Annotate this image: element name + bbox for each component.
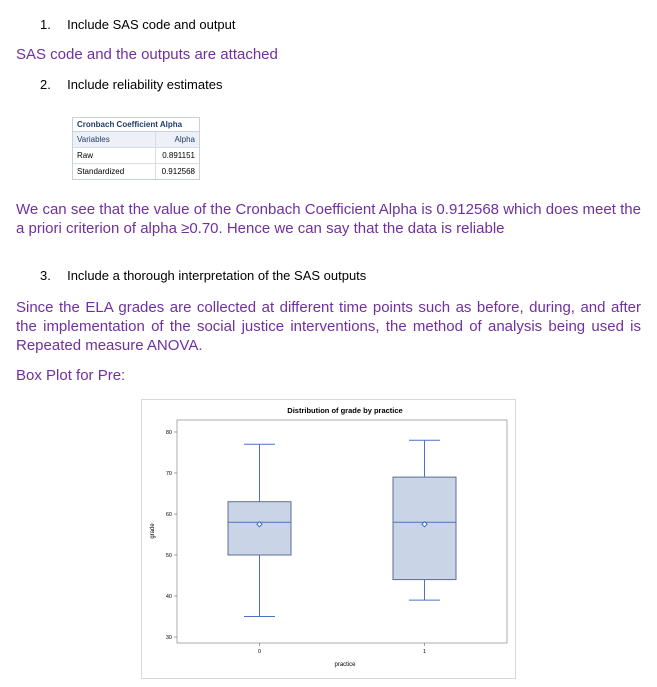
code-note: SAS code and the outputs are attached [16, 46, 278, 63]
row-variable: Raw [73, 148, 156, 163]
plot-area [177, 420, 507, 643]
chart-title: Distribution of grade by practice [287, 406, 403, 415]
interpretation-text: Since the ELA grades are collected at different time points such as before, during, and after the implementation of the social justice interventions, the method of analysis being used is Repeated measure ANOVA. [16, 299, 641, 354]
header-variables: Variables [73, 132, 156, 147]
table-row [73, 164, 199, 179]
x-tick-label: 1 [422, 649, 427, 655]
boxplot-svg [142, 400, 515, 678]
question-3-number: 3. [40, 268, 51, 283]
x-axis-label: practice [334, 662, 356, 668]
y-tick-label: 50 [165, 553, 172, 559]
y-tick-label: 40 [165, 594, 172, 600]
question-3 [40, 268, 366, 283]
question-1-number: 1. [40, 17, 51, 32]
header-alpha: Alpha [156, 132, 199, 147]
boxplot-chart [141, 399, 516, 679]
y-axis-ticks [166, 430, 177, 641]
y-tick-label: 30 [165, 635, 172, 641]
box-group [393, 440, 456, 600]
question-1-text: Include SAS code and output [67, 17, 236, 32]
boxplot-caption: Box Plot for Pre: [16, 367, 126, 384]
box-iqr [393, 477, 456, 579]
y-tick-label: 60 [165, 512, 172, 518]
question-1 [40, 17, 236, 32]
question-2-text: Include reliability estimates [67, 77, 223, 92]
cronbach-table [72, 117, 200, 180]
box-iqr [228, 502, 291, 555]
table-row [73, 148, 199, 164]
y-axis-label: grade [150, 523, 156, 539]
reliability-text: We can see that the value of the Cronbach Coefficient Alpha is 0.912568 which does meet the a priori criterion of alpha ≥0.70. Hence we can say that the data is reliable [16, 201, 641, 237]
x-tick-label: 0 [257, 649, 262, 655]
y-tick-label: 70 [165, 471, 172, 477]
question-3-text: Include a thorough interpretation of the SAS outputs [67, 268, 367, 283]
cronbach-table-title: Cronbach Coefficient Alpha [73, 118, 199, 132]
question-2-number: 2. [40, 77, 51, 92]
x-axis-ticks [258, 643, 426, 655]
cronbach-table-header [73, 132, 199, 148]
row-alpha: 0.891151 [162, 151, 195, 160]
row-variable: Standardized [73, 164, 156, 179]
row-alpha: 0.912568 [161, 167, 195, 176]
boxes [228, 440, 456, 616]
question-2 [40, 77, 222, 92]
box-group [228, 444, 291, 616]
y-tick-label: 80 [165, 430, 172, 436]
